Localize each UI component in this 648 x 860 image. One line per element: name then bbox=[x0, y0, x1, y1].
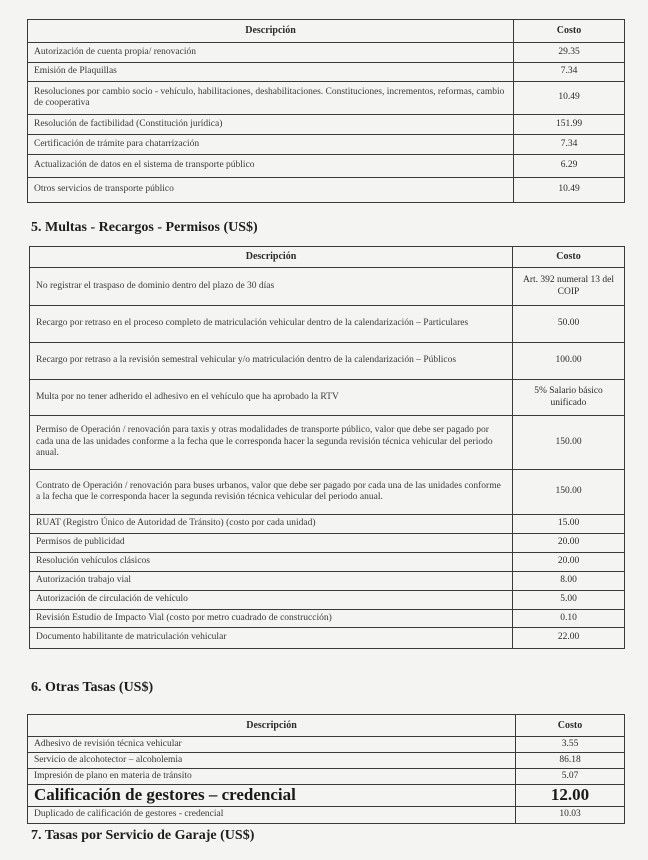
row-cost: 5% Salario básico unificado bbox=[513, 380, 625, 416]
row-cost: 5.07 bbox=[516, 769, 625, 785]
row-cost: 6.29 bbox=[514, 155, 625, 178]
table-row bbox=[28, 178, 625, 203]
table-row bbox=[28, 753, 625, 769]
table-header-row bbox=[28, 20, 625, 43]
table-row bbox=[30, 591, 625, 610]
row-cost: 10.49 bbox=[514, 178, 625, 203]
row-cost: 150.00 bbox=[513, 470, 625, 515]
table-row bbox=[28, 43, 625, 63]
row-description: Resoluciones por cambio socio - vehículo, habilitaciones, deshabilitaciones. Constituciones, incrementos, reformas, cambio de cooperativa bbox=[28, 82, 514, 115]
row-description: Contrato de Operación / renovación para buses urbanos, valor que debe ser pagado por cada una de las unidades conforme a la fecha que le corresponda hacer la segunda revisión técnica vehicular del periodo anual. bbox=[30, 470, 513, 515]
row-description: Servicio de alcohotector – alcoholemia bbox=[28, 753, 516, 769]
section-5-title: 5. Multas - Recargos - Permisos (US$) bbox=[31, 220, 258, 235]
header-cost: Costo bbox=[516, 715, 625, 737]
row-cost: 150.00 bbox=[513, 416, 625, 470]
row-description: Calificación de gestores – credencial bbox=[28, 785, 516, 807]
row-cost: 3.55 bbox=[516, 737, 625, 753]
row-description: Autorización de cuenta propia/ renovación bbox=[28, 43, 514, 63]
table-row bbox=[28, 115, 625, 135]
table-row bbox=[28, 82, 625, 115]
row-cost: 20.00 bbox=[513, 534, 625, 553]
table-row bbox=[30, 553, 625, 572]
row-description: Resolución vehículos clásicos bbox=[30, 553, 513, 572]
row-description: Resolución de factibilidad (Constitución jurídica) bbox=[28, 115, 514, 135]
table-row bbox=[30, 610, 625, 628]
table-header-row bbox=[30, 247, 625, 268]
table-row bbox=[30, 628, 625, 649]
row-cost: 86.18 bbox=[516, 753, 625, 769]
table-row bbox=[28, 155, 625, 178]
row-description: Recargo por retraso a la revisión semestral vehicular y/o matriculación dentro de la calendarización – Públicos bbox=[30, 343, 513, 380]
row-description: Multa por no tener adherido el adhesivo en el vehículo que ha aprobado la RTV bbox=[30, 380, 513, 416]
row-description: Impresión de plano en materia de tránsito bbox=[28, 769, 516, 785]
row-cost: 20.00 bbox=[513, 553, 625, 572]
row-cost: 100.00 bbox=[513, 343, 625, 380]
table-row bbox=[28, 63, 625, 82]
table-header-row bbox=[28, 715, 625, 737]
row-cost: 0.10 bbox=[513, 610, 625, 628]
table-row bbox=[30, 572, 625, 591]
table-row bbox=[30, 343, 625, 380]
row-description: Autorización trabajo vial bbox=[30, 572, 513, 591]
row-cost: Art. 392 numeral 13 del COIP bbox=[513, 268, 625, 306]
other-fees-table bbox=[27, 714, 625, 824]
table-row bbox=[30, 306, 625, 343]
row-description: Recargo por retraso en el proceso completo de matriculación vehicular dentro de la calendarización – Particulares bbox=[30, 306, 513, 343]
row-description: Emisión de Plaquillas bbox=[28, 63, 514, 82]
row-description: Otros servicios de transporte público bbox=[28, 178, 514, 203]
row-description: No registrar el traspaso de dominio dentro del plazo de 30 días bbox=[30, 268, 513, 306]
row-description: Certificación de trámite para chatarrización bbox=[28, 135, 514, 155]
row-description: RUAT (Registro Único de Autoridad de Tránsito) (costo por cada unidad) bbox=[30, 515, 513, 534]
row-description: Duplicado de calificación de gestores - credencial bbox=[28, 807, 516, 824]
row-cost: 15.00 bbox=[513, 515, 625, 534]
transport-fees-table bbox=[27, 19, 625, 203]
table-row bbox=[30, 515, 625, 534]
row-cost: 7.34 bbox=[514, 135, 625, 155]
row-description: Permisos de publicidad bbox=[30, 534, 513, 553]
table-row bbox=[30, 416, 625, 470]
header-description: Descripción bbox=[28, 715, 516, 737]
row-cost: 8.00 bbox=[513, 572, 625, 591]
row-cost: 29.35 bbox=[514, 43, 625, 63]
row-cost: 7.34 bbox=[514, 63, 625, 82]
header-cost: Costo bbox=[513, 247, 625, 268]
row-description: Revisión Estudio de Impacto Vial (costo por metro cuadrado de construcción) bbox=[30, 610, 513, 628]
row-cost: 12.00 bbox=[516, 785, 625, 807]
row-cost: 5.00 bbox=[513, 591, 625, 610]
table-row bbox=[30, 534, 625, 553]
table-row bbox=[28, 135, 625, 155]
header-description: Descripción bbox=[30, 247, 513, 268]
table-row bbox=[28, 807, 625, 824]
table-row bbox=[30, 268, 625, 306]
row-cost: 10.03 bbox=[516, 807, 625, 824]
row-cost: 10.49 bbox=[514, 82, 625, 115]
section-7-title: 7. Tasas por Servicio de Garaje (US$) bbox=[31, 828, 255, 843]
row-description: Autorización de circulación de vehículo bbox=[30, 591, 513, 610]
table-row bbox=[30, 470, 625, 515]
table-row bbox=[30, 380, 625, 416]
row-description: Documento habilitante de matriculación vehicular bbox=[30, 628, 513, 649]
table-row bbox=[28, 737, 625, 753]
section-6-title: 6. Otras Tasas (US$) bbox=[31, 680, 154, 695]
fines-surcharges-permits-table bbox=[29, 246, 625, 649]
table-row bbox=[28, 785, 625, 807]
header-cost: Costo bbox=[514, 20, 625, 43]
header-description: Descripción bbox=[28, 20, 514, 43]
row-cost: 22.00 bbox=[513, 628, 625, 649]
row-description: Actualización de datos en el sistema de transporte público bbox=[28, 155, 514, 178]
row-cost: 50.00 bbox=[513, 306, 625, 343]
table-row bbox=[28, 769, 625, 785]
row-description: Adhesivo de revisión técnica vehicular bbox=[28, 737, 516, 753]
row-description: Permiso de Operación / renovación para taxis y otras modalidades de transporte público, valor que debe ser pagado por cada una de las unidades conforme a la fecha que le corresponda hacer la segunda revisión técnica vehicular del periodo anual. bbox=[30, 416, 513, 470]
row-cost: 151.99 bbox=[514, 115, 625, 135]
